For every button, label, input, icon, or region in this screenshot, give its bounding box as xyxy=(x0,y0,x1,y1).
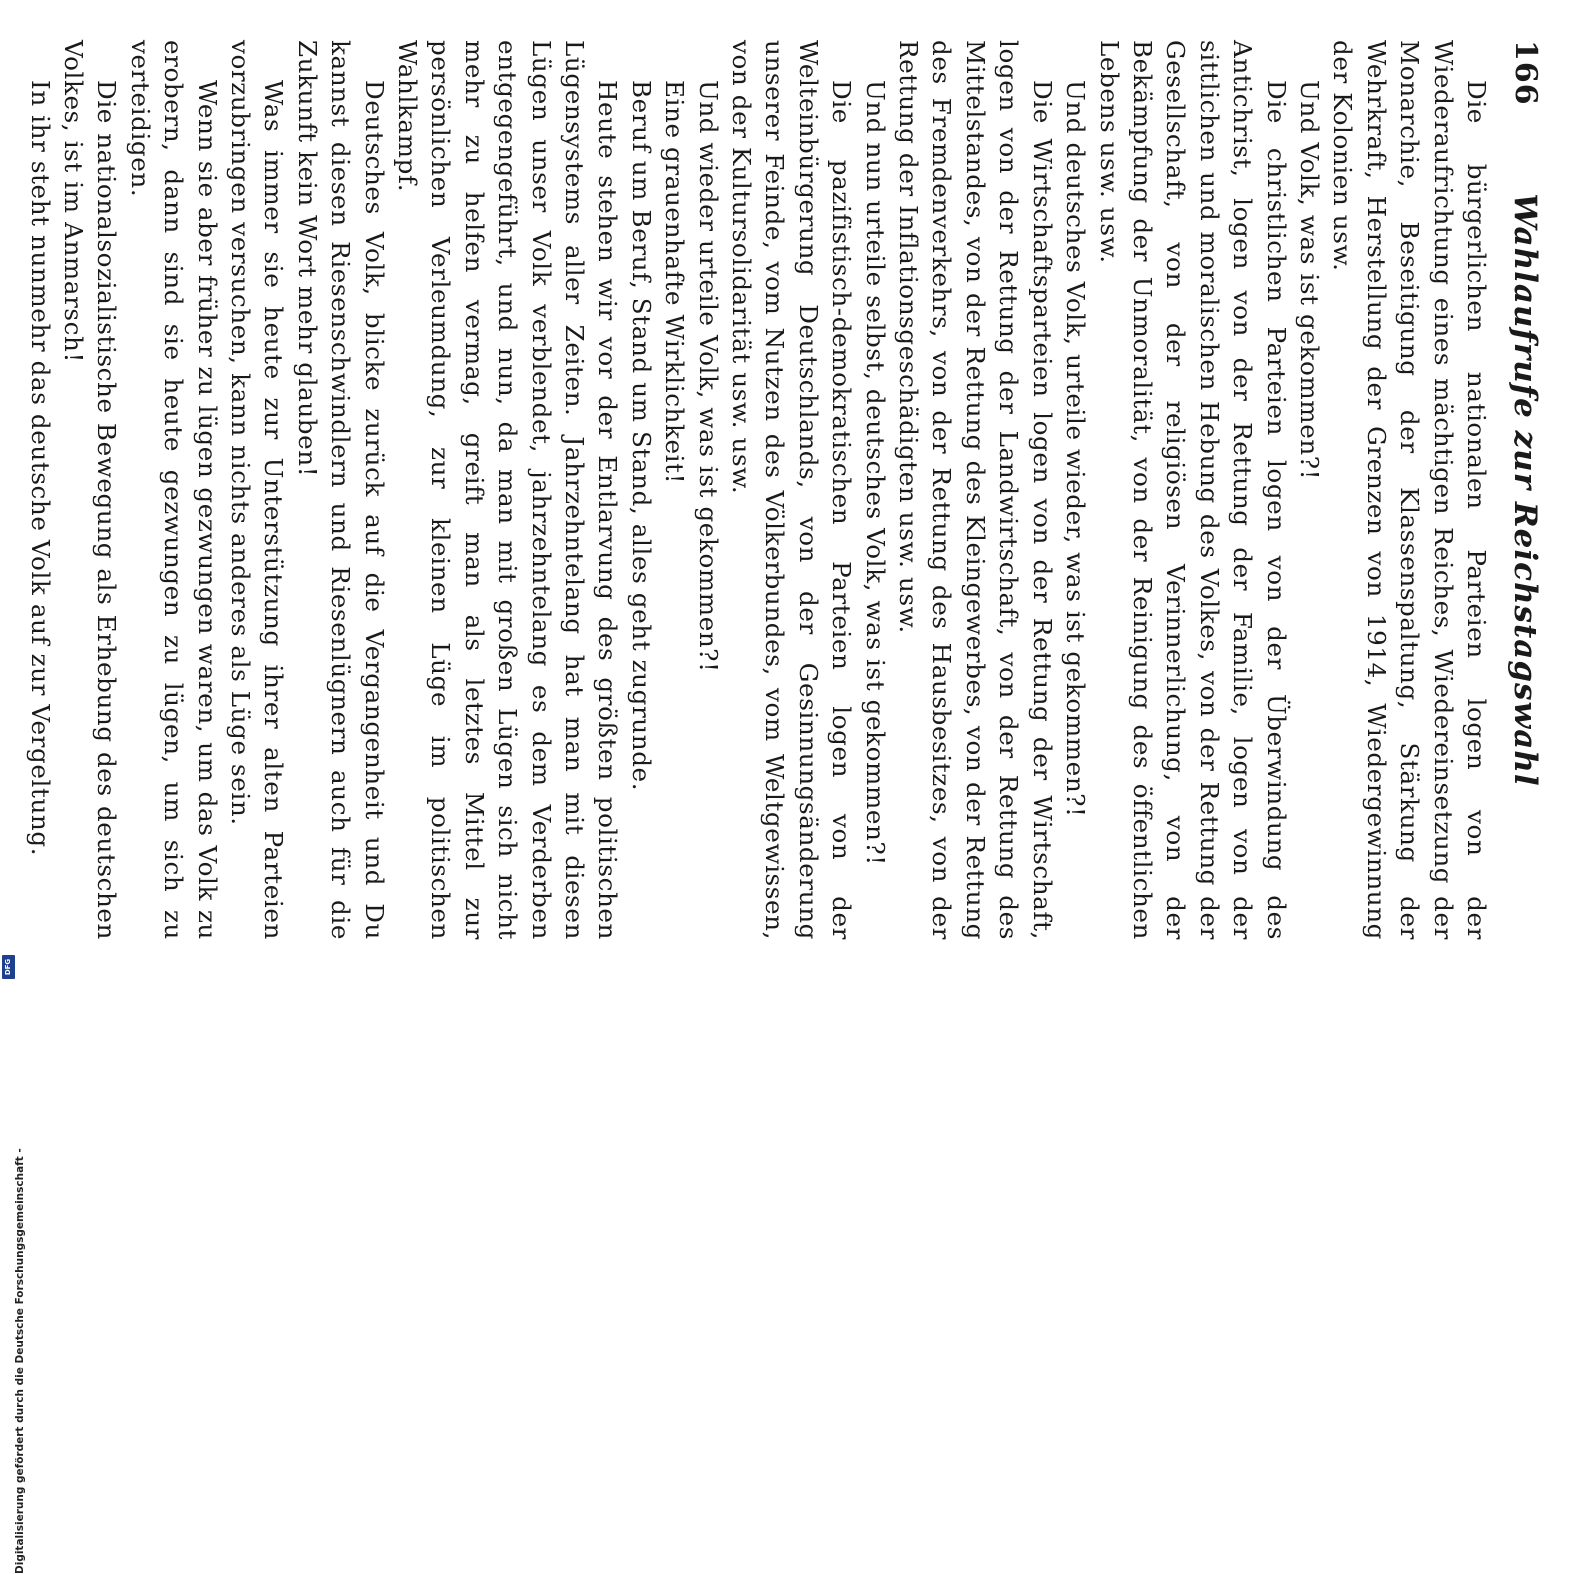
body-text xyxy=(23,40,1493,940)
paragraph: Und nun urteile selbst, deutsches Volk, was ist gekommen?! xyxy=(860,80,890,866)
paragraph: Die christlichen Parteien logen von der Überwindung des Antichrist, logen von der Rettung der Familie, logen von der sittlichen und moralischen Hebung des Volkes, von der Rettung der Gesellschaft, von der religiösen Verinnerlichung, von der Bekämpfung der Unmoralität, von der Reinigung des öffentlichen Lebens usw. usw. xyxy=(1094,40,1291,940)
dfg-logo-text: DFG xyxy=(4,958,13,976)
paragraph: Eine grauenhafte Wirklichkeit! xyxy=(660,80,690,485)
paragraph: Die pazifistisch-demokratischen Parteien logen von der Welteinbürgerung Deutschlands, von der Gesinnungsänderung unserer Feinde, vom Nutzen des Völkerbundes, vom Weltgewissen, von der Kultursolidarität usw. usw. xyxy=(727,40,857,940)
page-header xyxy=(1503,40,1547,940)
running-head: Wahlaufrufe zur Reichstagswahl xyxy=(1507,193,1543,787)
digitization-credit xyxy=(0,594,26,1574)
paragraph: Heute stehen wir vor der Entlarvung des größten politischen Lügensystems aller Zeiten. Jahrzehntelang hat man mit diesen Lügen unser Volk verblendet, jahrzehntelang es dem Verderben entgegengeführt, und nun, da man mit großen Lügen sich nicht mehr zu helfen vermag, greift man als letztes Mittel zur persönlichen Verleumdung, zur kleinen Lüge im politischen Wahlkampf. xyxy=(393,40,623,940)
paragraph: Und deutsches Volk, urteile wieder, was ist gekommen?! xyxy=(1061,80,1091,818)
paragraph: Die nationalsozialistische Bewegung als Erhebung des deutschen Volkes, ist im Anmarsch! xyxy=(58,40,122,940)
dfg-logo xyxy=(2,955,15,979)
paragraph: Deutsches Volk, blicke zurück auf die Vergangenheit und Du kannst diesen Riesenschwindlern und Riesenlügnern auch für die Zukunft kein Wort mehr glauben! xyxy=(292,40,389,940)
credit-text: Digitalisierung gefördert durch die Deutsche Forschungsgemeinschaft - xyxy=(14,1148,26,1574)
paragraph: In ihr steht nunmehr das deutsche Volk auf zur Vergeltung. xyxy=(25,80,55,857)
paragraph: Wenn sie aber früher zu lügen gezwungen waren, um das Volk zu erobern, dann sind sie heute gezwungen zu lügen, um sich zu verteidigen. xyxy=(125,40,222,940)
paragraph: Und Volk, was ist gekommen?! xyxy=(1294,80,1324,481)
paragraph: Die bürgerlichen nationalen Parteien logen von der Wiederaufrichtung eines mächtigen Reiches, Wiedereinsetzung der Monarchie, Beseitigung der Klassenspaltung, Stärkung der Wehrkraft, Herstellung der Grenzen von 1914, Wiedergewinnung der Kolonien usw. xyxy=(1328,40,1491,940)
paragraph: Beruf um Beruf, Stand um Stand, alles geht zugrunde. xyxy=(626,80,656,792)
paragraph: Und wieder urteile Volk, was ist gekommen?! xyxy=(693,80,723,673)
paragraph: Die Wirtschaftsparteien logen von der Rettung der Wirtschaft, logen von der Rettung der Landwirtschaft, von der Rettung des Mittelstandes, von der Rettung des Kleingewerbes, von der Rettung des Fremdenverkehrs, von der Rettung des Hausbesitzes, von der Rettung der Inflationsgeschädigten usw. usw. xyxy=(894,40,1057,940)
paragraph: Was immer sie heute zur Unterstützung ihrer alten Parteien vorzubringen versuchen, kann nichts anderes als Lüge sein. xyxy=(225,40,289,940)
page-number: 166 xyxy=(1508,40,1543,106)
